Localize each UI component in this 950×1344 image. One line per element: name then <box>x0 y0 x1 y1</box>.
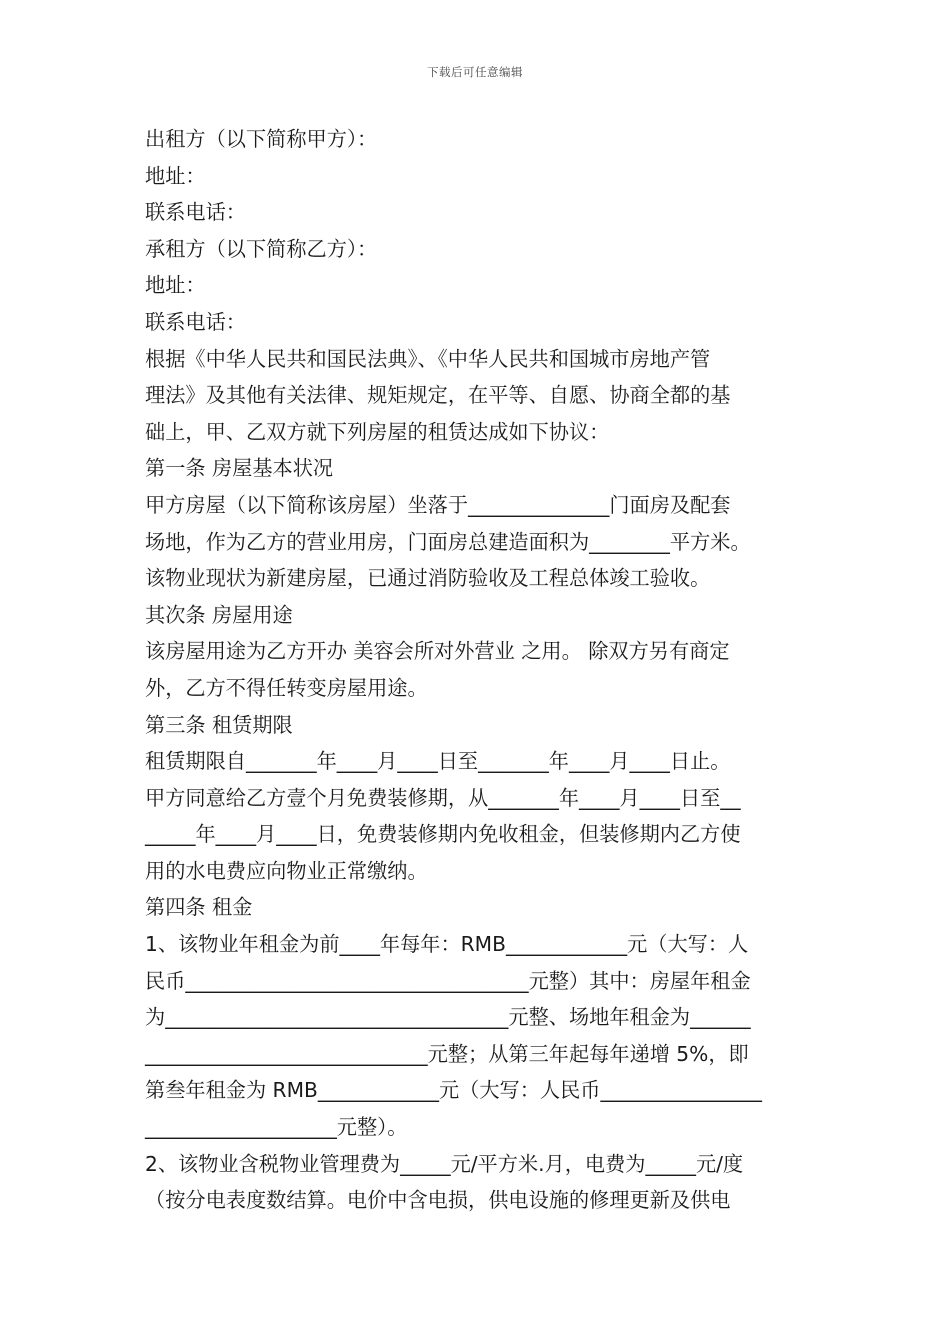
article-1-text: 甲方房屋（以下简称该房屋）坐落于______________门面房及配套 <box>145 492 731 517</box>
article-4-text: （按分电表度数结算。电价中含电损，供电设施的修理更新及供电 <box>145 1188 731 1213</box>
article-1-text: 该物业现状为新建房屋，已通过消防验收及工程总体竣工验收。 <box>145 566 711 591</box>
article-3-text: 租赁期限自_______年____月____日至_______年____月____日止。 <box>145 749 731 774</box>
preamble-line: 理法》及其他有关法律、规矩规定，在平等、自愿、协商全都的基 <box>145 383 731 408</box>
article-4-text: 民币__________________________________元整）其中：房屋年租金 <box>145 968 751 993</box>
article-4-heading: 第四条 租金 <box>145 895 253 920</box>
article-2-text: 该房屋用途为乙方开办 美容会所对外营业 之用。 除双方另有商定 <box>145 639 730 664</box>
article-3-heading: 第三条 租赁期限 <box>145 712 293 737</box>
article-4-text: 第叁年租金为 RMB____________元（大写：人民币________________ <box>145 1078 762 1103</box>
page-header: 下载后可任意编辑 <box>427 65 523 79</box>
article-3-text: 用的水电费应向物业正常缴纳。 <box>145 858 428 883</box>
party-a-address: 地址： <box>145 163 206 188</box>
party-b-address: 地址： <box>145 273 206 298</box>
article-4-text: 2、该物业含税物业管理费为_____元/平方米.月，电费为_____元/度 <box>145 1151 744 1176</box>
document-body <box>145 121 810 1219</box>
party-a-phone: 联系电话： <box>145 200 246 225</box>
article-4-text: 1、该物业年租金为前____年每年：RMB____________元（大写：人 <box>145 932 749 957</box>
article-2-text: 外，乙方不得任转变房屋用途。 <box>145 675 428 700</box>
article-2-heading: 其次条 房屋用途 <box>145 602 293 627</box>
party-a-label: 出租方（以下简称甲方）： <box>145 127 378 151</box>
article-1-heading: 第一条 房屋基本状况 <box>145 456 334 481</box>
preamble-line: 根据《中华人民共和国民法典》、《中华人民共和国城市房地产管 <box>145 346 711 371</box>
party-b-phone: 联系电话： <box>145 309 246 334</box>
preamble-line: 础上，甲、乙双方就下列房屋的租赁达成如下协议： <box>145 419 610 444</box>
article-4-text: ___________________元整）。 <box>145 1115 408 1140</box>
article-4-text: 为__________________________________元整、场地年租金为______ <box>145 1005 751 1030</box>
article-1-text: 场地，作为乙方的营业用房，门面房总建造面积为________平方米。 <box>145 529 751 554</box>
article-3-text: 甲方同意给乙方壹个月免费装修期，从_______年____月____日至__ <box>145 785 741 810</box>
article-3-text: _____年____月____日，免费装修期内免收租金，但装修期内乙方使 <box>145 822 741 847</box>
article-4-text: ____________________________元整；从第三年起每年递增 5%，即 <box>145 1041 749 1066</box>
party-b-label: 承租方（以下简称乙方）： <box>145 236 378 261</box>
